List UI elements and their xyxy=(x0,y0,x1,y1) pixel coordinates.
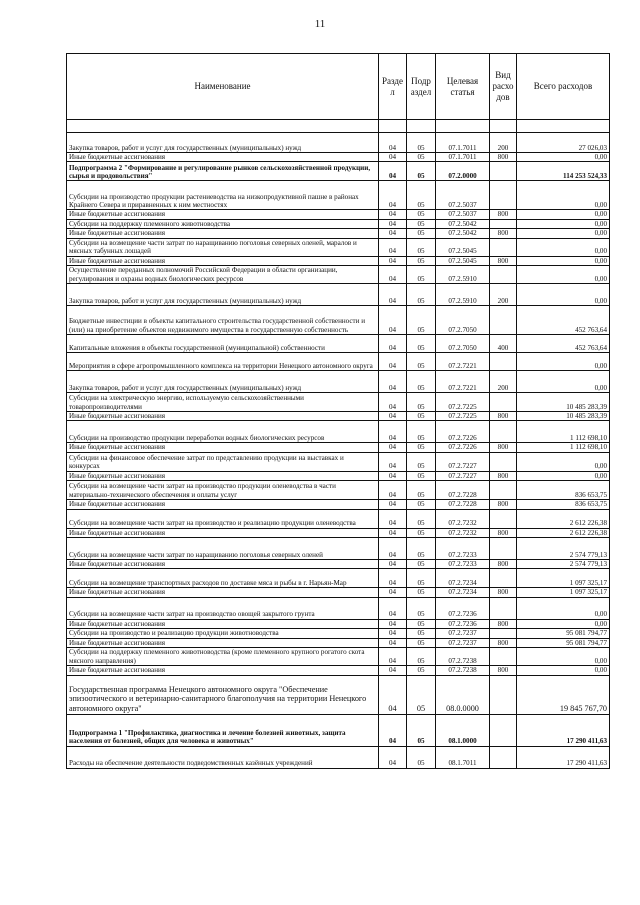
cell-name: Закупка товаров, работ и услуг для государственных (муниципальных) нужд xyxy=(67,371,379,393)
cell-total: 17 290 411,63 xyxy=(517,746,610,768)
table-row xyxy=(67,471,610,480)
cell-subsection: 05 xyxy=(407,597,436,619)
cell-name: Иные бюджетные ассигнования xyxy=(67,443,379,452)
cell-kind xyxy=(490,597,517,619)
table-row xyxy=(67,569,610,588)
cell-target: 07.2.5042 xyxy=(436,219,490,228)
table-row xyxy=(67,538,610,560)
col-header-subsection: Подр аздел xyxy=(407,54,436,120)
cell-kind: 800 xyxy=(490,528,517,537)
budget-table xyxy=(66,53,610,769)
cell-name: Закупка товаров, работ и услуг для государственных (муниципальных) нужд xyxy=(67,133,379,153)
cell-section: 04 xyxy=(379,471,407,480)
cell-section: 04 xyxy=(379,500,407,509)
cell-kind xyxy=(490,481,517,500)
cell-kind xyxy=(490,629,517,638)
cell-section: 04 xyxy=(379,421,407,443)
table-row xyxy=(67,597,610,619)
cell-name: Иные бюджетные ассигнования xyxy=(67,560,379,569)
cell-target: 07.1.7011 xyxy=(436,133,490,153)
cell-total: 19 845 767,70 xyxy=(517,675,610,714)
cell-name: Субсидии на возмещение части затрат на производство продукции оленеводства в части материально-технического обеспечения и оплаты услуг xyxy=(67,481,379,500)
cell-name: Иные бюджетные ассигнования xyxy=(67,619,379,628)
cell-subsection: 05 xyxy=(407,393,436,412)
col-header-name: Наименование xyxy=(67,54,379,120)
cell-kind: 800 xyxy=(490,471,517,480)
cell-kind: 200 xyxy=(490,133,517,153)
cell-section: 04 xyxy=(379,353,407,371)
cell-total: 10 485 283,39 xyxy=(517,412,610,421)
cell-total: 2 574 779,13 xyxy=(517,538,610,560)
table-row xyxy=(67,393,610,412)
cell-target: 07.2.5042 xyxy=(436,229,490,238)
cell-name: Иные бюджетные ассигнования xyxy=(67,412,379,421)
cell-section: 04 xyxy=(379,306,407,335)
cell-target: 07.2.7232 xyxy=(436,509,490,528)
cell-name: Субсидии на возмещение части затрат по наращиванию поголовья северных оленей xyxy=(67,538,379,560)
table-row xyxy=(67,666,610,675)
table-row xyxy=(67,229,610,238)
cell-target: 07.2.0000 xyxy=(436,162,490,181)
cell-kind xyxy=(490,509,517,528)
cell-subsection: 05 xyxy=(407,648,436,666)
cell-kind xyxy=(490,306,517,335)
cell-subsection: 05 xyxy=(407,588,436,597)
cell-name: Иные бюджетные ассигнования xyxy=(67,229,379,238)
cell-section: 04 xyxy=(379,210,407,219)
cell-subsection: 05 xyxy=(407,229,436,238)
table-row xyxy=(67,371,610,393)
cell-section: 04 xyxy=(379,229,407,238)
cell-target: 07.2.7226 xyxy=(436,421,490,443)
cell-section: 04 xyxy=(379,675,407,714)
cell-kind xyxy=(490,538,517,560)
cell-section: 04 xyxy=(379,371,407,393)
cell-target: 07.2.7225 xyxy=(436,393,490,412)
table-row xyxy=(67,284,610,306)
cell-section: 04 xyxy=(379,452,407,471)
cell-kind: 200 xyxy=(490,371,517,393)
cell-total: 2 612 226,38 xyxy=(517,509,610,528)
cell-name: Субсидии на производство продукции растениеводства на низкопродуктивной пашне в районах Крайнего Севера и приравненных к ним местностях xyxy=(67,181,379,210)
cell-section: 04 xyxy=(379,481,407,500)
table-spacer-row xyxy=(67,120,610,133)
cell-name: Субсидии на финансовое обеспечение затрат по представлению продукции на выставках и конкурсах xyxy=(67,452,379,471)
table-row xyxy=(67,509,610,528)
table-row xyxy=(67,629,610,638)
cell-kind xyxy=(490,162,517,181)
cell-subsection: 05 xyxy=(407,284,436,306)
cell-target: 08.0.0000 xyxy=(436,675,490,714)
cell-subsection: 05 xyxy=(407,306,436,335)
table-row xyxy=(67,619,610,628)
cell-total: 0,00 xyxy=(517,353,610,371)
cell-section: 04 xyxy=(379,569,407,588)
cell-kind xyxy=(490,648,517,666)
cell-target: 07.2.7228 xyxy=(436,500,490,509)
cell-total: 2 574 779,13 xyxy=(517,560,610,569)
cell-total: 1 097 325,17 xyxy=(517,588,610,597)
cell-name: Субсидии на возмещение части затрат по наращиванию поголовья северных оленей, маралов и мясных табунных лошадей xyxy=(67,238,379,256)
table-row xyxy=(67,266,610,284)
cell-total: 0,00 xyxy=(517,153,610,162)
cell-name: Субсидии на производство и реализацию продукции животноводства xyxy=(67,629,379,638)
table-header-row xyxy=(67,54,610,120)
cell-kind xyxy=(490,219,517,228)
cell-total: 17 290 411,63 xyxy=(517,714,610,746)
cell-kind: 800 xyxy=(490,210,517,219)
cell-name: Закупка товаров, работ и услуг для государственных (муниципальных) нужд xyxy=(67,284,379,306)
cell-total: 0,00 xyxy=(517,210,610,219)
cell-kind xyxy=(490,353,517,371)
table-row xyxy=(67,528,610,537)
cell-target: 07.2.5037 xyxy=(436,210,490,219)
table-row xyxy=(67,648,610,666)
cell-total: 0,00 xyxy=(517,597,610,619)
cell-subsection: 05 xyxy=(407,219,436,228)
cell-target: 07.2.7237 xyxy=(436,638,490,647)
cell-subsection: 05 xyxy=(407,500,436,509)
cell-name: Субсидии на поддержку племенного животноводства xyxy=(67,219,379,228)
cell-total: 95 081 794,77 xyxy=(517,629,610,638)
table-row xyxy=(67,162,610,181)
cell-kind: 800 xyxy=(490,500,517,509)
table-row xyxy=(67,443,610,452)
cell-target: 07.2.7236 xyxy=(436,619,490,628)
cell-section: 04 xyxy=(379,509,407,528)
cell-name: Расходы на обеспечение деятельности подведомственных казённых учреждений xyxy=(67,746,379,768)
cell-subsection: 05 xyxy=(407,666,436,675)
cell-total: 0,00 xyxy=(517,181,610,210)
cell-name: Бюджетные инвестиции в объекты капитального строительства государственной собственности и (или) на приобретение объектов недвижимого имущества в государственную собственность xyxy=(67,306,379,335)
cell-target: 07.2.7238 xyxy=(436,666,490,675)
cell-target: 07.2.5045 xyxy=(436,238,490,256)
cell-section: 04 xyxy=(379,181,407,210)
cell-target: 07.2.7227 xyxy=(436,452,490,471)
cell-subsection: 05 xyxy=(407,335,436,353)
cell-total: 0,00 xyxy=(517,666,610,675)
cell-total: 95 081 794,77 xyxy=(517,638,610,647)
cell-total: 1 112 698,10 xyxy=(517,443,610,452)
cell-section: 04 xyxy=(379,256,407,265)
cell-section: 04 xyxy=(379,528,407,537)
cell-kind: 400 xyxy=(490,335,517,353)
cell-kind: 800 xyxy=(490,229,517,238)
cell-kind: 800 xyxy=(490,560,517,569)
cell-target: 07.2.7238 xyxy=(436,648,490,666)
cell-target: 07.2.7050 xyxy=(436,306,490,335)
cell-total: 2 612 226,38 xyxy=(517,528,610,537)
cell-kind: 800 xyxy=(490,153,517,162)
cell-total: 0,00 xyxy=(517,371,610,393)
cell-subsection: 05 xyxy=(407,638,436,647)
cell-section: 04 xyxy=(379,746,407,768)
cell-total: 0,00 xyxy=(517,229,610,238)
table-row xyxy=(67,133,610,153)
cell-section: 04 xyxy=(379,133,407,153)
table-row xyxy=(67,412,610,421)
cell-kind xyxy=(490,393,517,412)
cell-total: 27 026,03 xyxy=(517,133,610,153)
cell-target: 07.2.7233 xyxy=(436,538,490,560)
cell-section: 04 xyxy=(379,266,407,284)
cell-subsection: 05 xyxy=(407,675,436,714)
cell-name: Мероприятия в сфере агропромышленного комплекса на территории Ненецкого автономного округа xyxy=(67,353,379,371)
col-header-kind: Вид расхо дов xyxy=(490,54,517,120)
cell-name: Иные бюджетные ассигнования xyxy=(67,210,379,219)
cell-subsection: 05 xyxy=(407,714,436,746)
cell-name: Субсидии на возмещение транспортных расходов по доставке мяса и рыбы в г. Нарьян-Мар xyxy=(67,569,379,588)
cell-subsection: 05 xyxy=(407,746,436,768)
cell-target: 08.1.0000 xyxy=(436,714,490,746)
cell-subsection: 05 xyxy=(407,452,436,471)
table-row xyxy=(67,306,610,335)
table-row xyxy=(67,238,610,256)
cell-target: 08.1.7011 xyxy=(436,746,490,768)
cell-kind xyxy=(490,238,517,256)
cell-name: Осуществление переданных полномочий Российской Федерации в области организации, регулирования и охраны водных биологических ресурсов xyxy=(67,266,379,284)
cell-subsection: 05 xyxy=(407,210,436,219)
cell-name: Государственная программа Ненецкого автономного округа "Обеспечение эпизоотического и ветеринарно-санитарного благополучия на территории Ненецкого автономного округа" xyxy=(67,675,379,714)
cell-target: 07.2.5037 xyxy=(436,181,490,210)
cell-target: 07.2.7228 xyxy=(436,481,490,500)
cell-kind xyxy=(490,452,517,471)
cell-name: Подпрограмма 1 "Профилактика, диагностика и лечение болезней животных, защита населения от болезней, общих для человека и животных" xyxy=(67,714,379,746)
cell-section: 04 xyxy=(379,714,407,746)
cell-name: Иные бюджетные ассигнования xyxy=(67,471,379,480)
cell-total: 836 653,75 xyxy=(517,481,610,500)
cell-kind: 200 xyxy=(490,284,517,306)
cell-section: 04 xyxy=(379,597,407,619)
cell-total: 0,00 xyxy=(517,452,610,471)
cell-subsection: 05 xyxy=(407,528,436,537)
cell-name: Иные бюджетные ассигнования xyxy=(67,256,379,265)
cell-kind xyxy=(490,569,517,588)
cell-name: Субсидии на возмещение части затрат на производство овощей закрытого грунта xyxy=(67,597,379,619)
cell-section: 04 xyxy=(379,619,407,628)
table-row xyxy=(67,181,610,210)
cell-section: 04 xyxy=(379,219,407,228)
cell-target: 07.1.7011 xyxy=(436,153,490,162)
cell-subsection: 05 xyxy=(407,421,436,443)
cell-target: 07.2.7050 xyxy=(436,335,490,353)
cell-kind xyxy=(490,746,517,768)
cell-section: 04 xyxy=(379,284,407,306)
table-row xyxy=(67,746,610,768)
cell-target: 07.2.7236 xyxy=(436,597,490,619)
table-row xyxy=(67,500,610,509)
cell-total: 836 653,75 xyxy=(517,500,610,509)
cell-name: Субсидии на производство продукции переработки водных биологических ресурсов xyxy=(67,421,379,443)
cell-kind: 800 xyxy=(490,619,517,628)
cell-subsection: 05 xyxy=(407,569,436,588)
cell-total: 0,00 xyxy=(517,266,610,284)
cell-subsection: 05 xyxy=(407,560,436,569)
cell-target: 07.2.7225 xyxy=(436,412,490,421)
cell-subsection: 05 xyxy=(407,353,436,371)
cell-section: 04 xyxy=(379,629,407,638)
cell-target: 07.2.7221 xyxy=(436,353,490,371)
cell-subsection: 05 xyxy=(407,371,436,393)
col-header-target: Целевая статья xyxy=(436,54,490,120)
table-row xyxy=(67,210,610,219)
cell-name: Субсидии на электрическую энергию, используемую сельскохозяйственными товаропроизводителями xyxy=(67,393,379,412)
cell-target: 07.2.7233 xyxy=(436,560,490,569)
cell-section: 04 xyxy=(379,588,407,597)
table-row xyxy=(67,153,610,162)
cell-name: Иные бюджетные ассигнования xyxy=(67,153,379,162)
cell-subsection: 05 xyxy=(407,412,436,421)
table-row xyxy=(67,219,610,228)
cell-total: 0,00 xyxy=(517,619,610,628)
cell-subsection: 05 xyxy=(407,162,436,181)
cell-section: 04 xyxy=(379,443,407,452)
cell-target: 07.2.5910 xyxy=(436,284,490,306)
cell-total: 1 097 325,17 xyxy=(517,569,610,588)
cell-kind: 800 xyxy=(490,412,517,421)
cell-section: 04 xyxy=(379,666,407,675)
cell-section: 04 xyxy=(379,638,407,647)
col-header-section: Разде л xyxy=(379,54,407,120)
col-header-total: Всего расходов xyxy=(517,54,610,120)
cell-total: 10 485 283,39 xyxy=(517,393,610,412)
cell-subsection: 05 xyxy=(407,181,436,210)
table-row xyxy=(67,675,610,714)
cell-target: 07.2.7226 xyxy=(436,443,490,452)
cell-name: Иные бюджетные ассигнования xyxy=(67,666,379,675)
cell-subsection: 05 xyxy=(407,471,436,480)
cell-target: 07.2.7221 xyxy=(436,371,490,393)
cell-name: Субсидии на поддержку племенного животноводства (кроме племенного крупного рогатого скота мясного направления) xyxy=(67,648,379,666)
cell-target: 07.2.7232 xyxy=(436,528,490,537)
table-row xyxy=(67,256,610,265)
cell-subsection: 05 xyxy=(407,133,436,153)
cell-section: 04 xyxy=(379,560,407,569)
cell-subsection: 05 xyxy=(407,266,436,284)
cell-kind: 800 xyxy=(490,443,517,452)
cell-subsection: 05 xyxy=(407,538,436,560)
cell-total: 0,00 xyxy=(517,219,610,228)
cell-name: Капитальные вложения в объекты государственной (муниципальной) собственности xyxy=(67,335,379,353)
cell-total: 0,00 xyxy=(517,648,610,666)
cell-target: 07.2.7234 xyxy=(436,569,490,588)
table-row xyxy=(67,335,610,353)
cell-subsection: 05 xyxy=(407,153,436,162)
table-row xyxy=(67,452,610,471)
table-row xyxy=(67,638,610,647)
cell-name: Иные бюджетные ассигнования xyxy=(67,528,379,537)
cell-target: 07.2.5045 xyxy=(436,256,490,265)
cell-kind xyxy=(490,421,517,443)
cell-section: 04 xyxy=(379,412,407,421)
page-number: 11 xyxy=(314,18,326,30)
cell-subsection: 05 xyxy=(407,256,436,265)
cell-total: 452 763,64 xyxy=(517,335,610,353)
cell-subsection: 05 xyxy=(407,509,436,528)
cell-target: 07.2.7237 xyxy=(436,629,490,638)
cell-section: 04 xyxy=(379,153,407,162)
cell-total: 452 763,64 xyxy=(517,306,610,335)
cell-kind: 800 xyxy=(490,638,517,647)
table-body xyxy=(67,133,610,769)
cell-target: 07.2.7227 xyxy=(436,471,490,480)
cell-kind xyxy=(490,181,517,210)
cell-total: 1 112 698,10 xyxy=(517,421,610,443)
table-row xyxy=(67,421,610,443)
cell-subsection: 05 xyxy=(407,443,436,452)
cell-section: 04 xyxy=(379,238,407,256)
cell-section: 04 xyxy=(379,335,407,353)
cell-section: 04 xyxy=(379,162,407,181)
table-row xyxy=(67,714,610,746)
cell-total: 0,00 xyxy=(517,284,610,306)
cell-target: 07.2.7234 xyxy=(436,588,490,597)
cell-subsection: 05 xyxy=(407,481,436,500)
cell-name: Иные бюджетные ассигнования xyxy=(67,638,379,647)
table-row xyxy=(67,588,610,597)
cell-total: 0,00 xyxy=(517,256,610,265)
cell-total: 114 253 524,33 xyxy=(517,162,610,181)
cell-target: 07.2.5910 xyxy=(436,266,490,284)
cell-total: 0,00 xyxy=(517,238,610,256)
cell-subsection: 05 xyxy=(407,238,436,256)
table-row xyxy=(67,560,610,569)
cell-name: Субсидии на возмещение части затрат на производство и реализацию продукции оленеводства xyxy=(67,509,379,528)
cell-kind: 800 xyxy=(490,588,517,597)
table-row xyxy=(67,353,610,371)
table-row xyxy=(67,481,610,500)
cell-kind: 800 xyxy=(490,256,517,265)
cell-total: 0,00 xyxy=(517,471,610,480)
cell-subsection: 05 xyxy=(407,619,436,628)
cell-kind xyxy=(490,714,517,746)
cell-name: Иные бюджетные ассигнования xyxy=(67,588,379,597)
cell-kind: 800 xyxy=(490,666,517,675)
cell-kind xyxy=(490,675,517,714)
cell-section: 04 xyxy=(379,648,407,666)
cell-kind xyxy=(490,266,517,284)
cell-section: 04 xyxy=(379,393,407,412)
cell-name: Подпрограмма 2 "Формирование и регулирование рынков сельскохозяйственной продукции, сырья и продовольствия" xyxy=(67,162,379,181)
cell-subsection: 05 xyxy=(407,629,436,638)
cell-name: Иные бюджетные ассигнования xyxy=(67,500,379,509)
cell-section: 04 xyxy=(379,538,407,560)
